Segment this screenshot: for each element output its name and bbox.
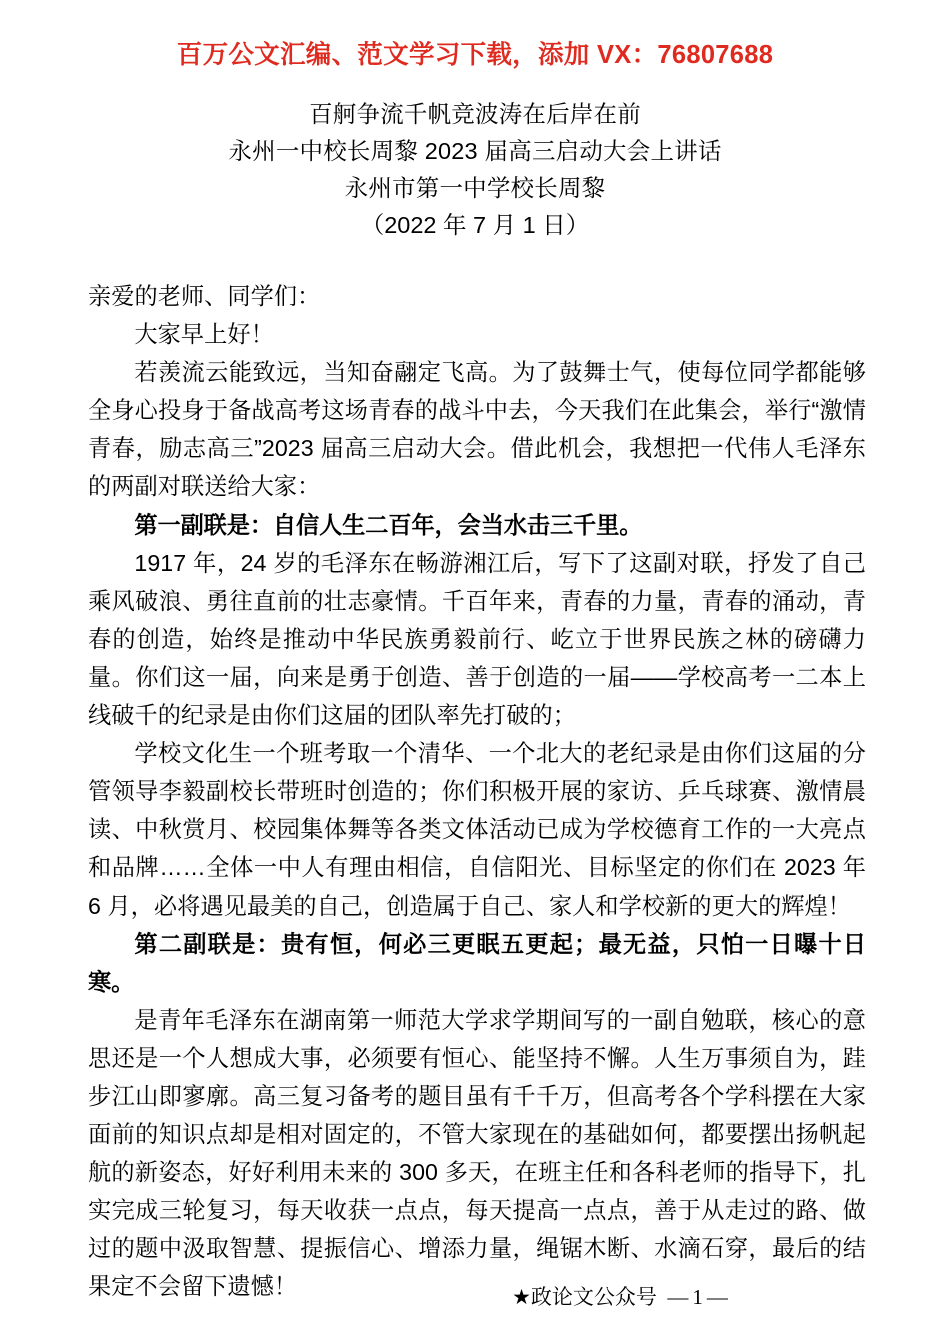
star-icon: ★ [512, 1286, 531, 1309]
paragraph-couplet-two-body: 是青年毛泽东在湖南第一师范大学求学期间写的一副自勉联，核心的意思还是一个人想成大事，必须要有恒心、能坚持不懈。人生万事须自为，跬步江山即寥廓。高三复习备考的题目虽有千千万，但高考各个学科摆在大家面前的知识点却是相对固定的，不管大家现在的基础如何，都要摆出扬帆起航的新姿态，好好利用未来的 300 多天，在班主任和各科老师的指导下，扎实完成三轮复习，每天收获一点点，每天提高一点点，善于从走过的路、做过的题中汲取智慧、提振信心、增添力量，绳锯木断、水滴石穿，最后的结果定不会留下遗憾！ [88, 1006, 866, 1300]
footer-account-label: 政论文公众号 [530, 1285, 657, 1309]
footer-content [512, 1283, 728, 1312]
paragraph-couplet-one-body: 1917 年，24 岁的毛泽东在畅游湘江后，写下了这副对联，抒发了自己乘风破浪、勇往直前的壮志豪情。千百年来，青春的力量，青春的涌动，青春的创造，始终是推动中华民族勇毅前行、屹立于世界民族之林的磅礴力量。你们这一届，向来是勇于创造、善于创造的一届——学校高考一二本上线破千的纪录是由你们这届的团队率先打破的； [88, 549, 866, 729]
promo-banner: 百万公文汇编、范文学习下载，添加 VX：76807688 [176, 41, 774, 69]
paragraph-school-records: 学校文化生一个班考取一个清华、一个北大的老纪录是由你们这届的分管领导李毅副校长带班时创造的；你们积极开展的家访、乒乓球赛、激情晨读、中秋赏月、校园集体舞等各类文体活动已成为学校德育工作的一大亮点和品牌……全体一中人有理由相信，自信阳光、目标坚定的你们在 2023 年 6 月，必将遇见最美的自己，创造属于自己、家人和学校新的更大的辉煌！ [88, 740, 866, 919]
paragraph-intro: 若羡流云能致远，当知奋翮定飞高。为了鼓舞士气，使每位同学都能够全身心投身于备战高考这场青春的战斗中去，今天我们在此集会，举行“激情青春，励志高三”2023 届高三启动大会。借此机会，我想把一代伟人毛泽东的两副对联送给大家： [88, 359, 866, 500]
page-footer [0, 1283, 950, 1312]
document-title-block [0, 96, 950, 244]
title-line-2: 永州一中校长周黎 2023 届高三启动大会上讲话 [228, 138, 722, 164]
footer-page-suffix: — [706, 1285, 728, 1309]
paragraph-couplet-one-heading: 第一副联是：自信人生二百年，会当水击三千里。 [134, 511, 643, 538]
paragraph-couplet-two-heading: 第二副联是：贵有恒，何必三更眠五更起；最无益，只怕一日曝十日寒。 [88, 930, 866, 995]
title-line-1: 百舸争流千帆竞波涛在后岸在前 [309, 101, 641, 127]
paragraph-salutation: 亲爱的老师、同学们： [88, 283, 321, 309]
title-date: （2022 年 7 月 1 日） [360, 212, 590, 238]
document-body [88, 277, 866, 1306]
page-number: 1 [692, 1285, 703, 1309]
paragraph-greeting: 大家早上好！ [134, 321, 274, 348]
title-line-3: 永州市第一中学校长周黎 [344, 175, 606, 201]
footer-page-prefix: — [667, 1285, 689, 1309]
